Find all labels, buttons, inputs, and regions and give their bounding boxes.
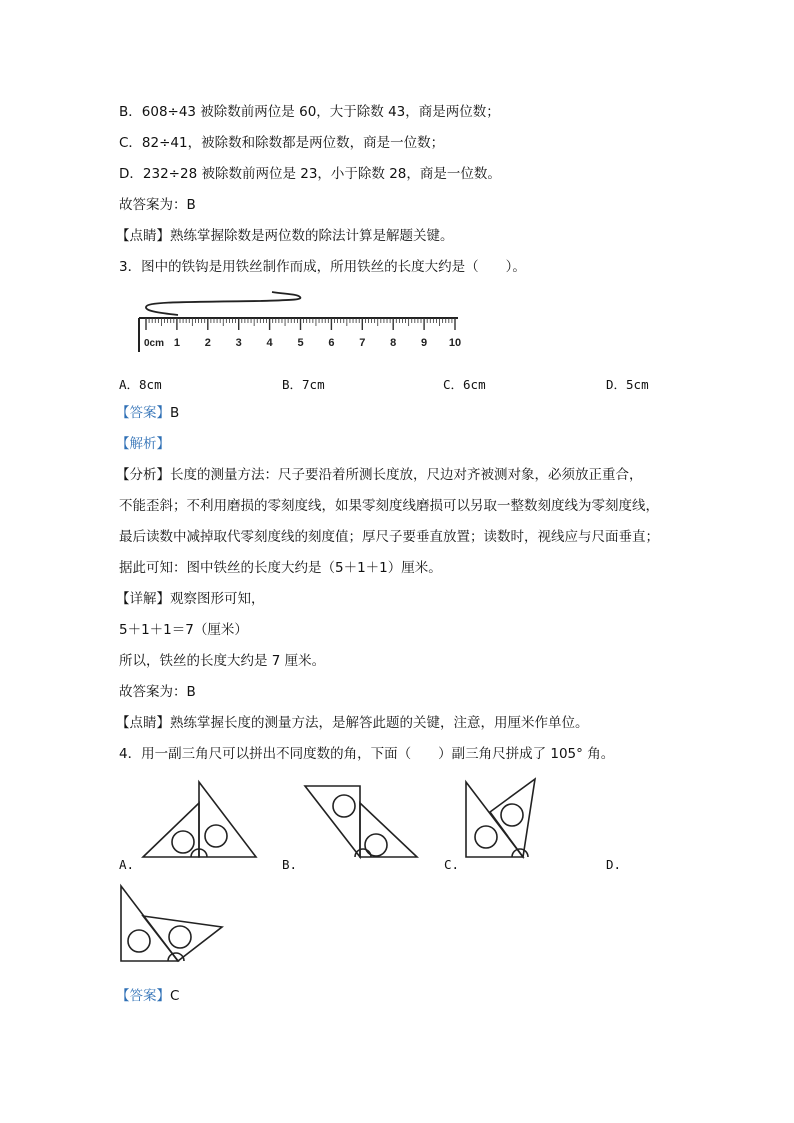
q3-option-a[interactable]: A．8cm (119, 377, 162, 392)
option-d-figure (121, 886, 222, 961)
q3-option-b[interactable]: B．7cm (282, 377, 325, 392)
q3-option-d[interactable]: D．5cm (606, 377, 649, 392)
conclusion: 故答案为：B (119, 197, 196, 213)
q4-answer (116, 986, 179, 1006)
option-b-figure (305, 786, 417, 857)
fenxi-line-2: 不能歪斜；不利用磨损的零刻度线，如果零刻度线磨损可以另取一整数刻度线为零刻度线， (119, 498, 659, 514)
tip-text: 熟练掌握长度的测量方法，是解答此题的关键，注意，用厘米作单位。 (170, 715, 589, 731)
detail-label: 【详解】 (116, 591, 170, 607)
ruler-tick-label: 6 (328, 337, 335, 349)
ruler-unit-label: 0cm (144, 338, 165, 349)
ruler-tick-label: 9 (421, 337, 428, 349)
question-3-stem: 3．图中的铁钩是用铁丝制作而成，所用铁丝的长度大约是（ ）。 (119, 259, 526, 275)
detail-line-1 (116, 589, 265, 609)
tip-label: 【点睛】 (116, 715, 170, 731)
ruler (139, 292, 461, 352)
detail-line-2: 5＋1＋1＝7（厘米） (119, 622, 248, 638)
ruler-tick-label: 3 (235, 337, 242, 349)
ruler-tick-label: 7 (359, 337, 366, 349)
ruler-tick-label: 8 (390, 337, 397, 349)
fenxi-line-3: 最后读数中减掉取代零刻度线的刻度值；厚尺子要垂直放置；读数时，视线应与尺面垂直； (119, 529, 659, 545)
ruler-tick-label: 4 (266, 337, 273, 349)
option-c-figure (466, 779, 535, 857)
ruler-tick-label: 1 (173, 337, 180, 349)
answer-label: 【答案】 (116, 988, 170, 1004)
q4-option-a[interactable]: A. (119, 857, 135, 872)
fenxi-label: 【分析】 (116, 467, 170, 483)
ruler-tick-label: 10 (448, 337, 462, 349)
ruler-ticks (146, 318, 455, 330)
fenxi-line-1 (116, 465, 643, 485)
analysis-label: 【解析】 (116, 436, 170, 452)
q3-option-c[interactable]: C．6cm (443, 377, 486, 392)
question-4-stem: 4．用一副三角尺可以拼出不同度数的角，下面（ ）副三角尺拼成了 105° 角。 (119, 746, 615, 762)
answer-label: 【答案】 (116, 405, 170, 421)
q4-option-c[interactable]: C. (444, 857, 460, 872)
q3-tip (116, 713, 589, 733)
q3-answer (116, 403, 179, 423)
option-a-figure (143, 782, 256, 857)
answer-value: B (170, 405, 180, 421)
q4-option-b[interactable]: B. (282, 857, 298, 872)
ruler-tick-label: 2 (204, 337, 211, 349)
tip-label: 【点睛】 (116, 228, 170, 244)
tip-paragraph (116, 226, 454, 246)
answer-value: C (170, 988, 180, 1004)
detail-line-3: 所以，铁丝的长度大约是 7 厘米。 (119, 653, 326, 669)
detail-text: 观察图形可知， (170, 591, 265, 607)
fenxi-line-4: 据此可知：图中铁丝的长度大约是（5＋1＋1）厘米。 (119, 560, 442, 576)
option-explanation-b: B．608÷43 被除数前两位是 60，大于除数 43，商是两位数； (119, 104, 500, 120)
option-explanation-c: C．82÷41，被除数和除数都是两位数，商是一位数； (119, 135, 445, 151)
tip-text: 熟练掌握除数是两位数的除法计算是解题关键。 (170, 228, 454, 244)
q4-option-d[interactable]: D. (606, 857, 622, 872)
detail-line-4: 故答案为：B (119, 684, 196, 700)
wire-hook (146, 292, 300, 315)
ruler-tick-labels (174, 337, 461, 349)
option-explanation-d: D．232÷28 被除数前两位是 23，小于除数 28，商是一位数。 (119, 166, 501, 182)
ruler-tick-label: 5 (297, 337, 304, 349)
fenxi-text: 长度的测量方法：尺子要沿着所测长度放，尺边对齐被测对象，必须放正重合， (170, 467, 643, 483)
